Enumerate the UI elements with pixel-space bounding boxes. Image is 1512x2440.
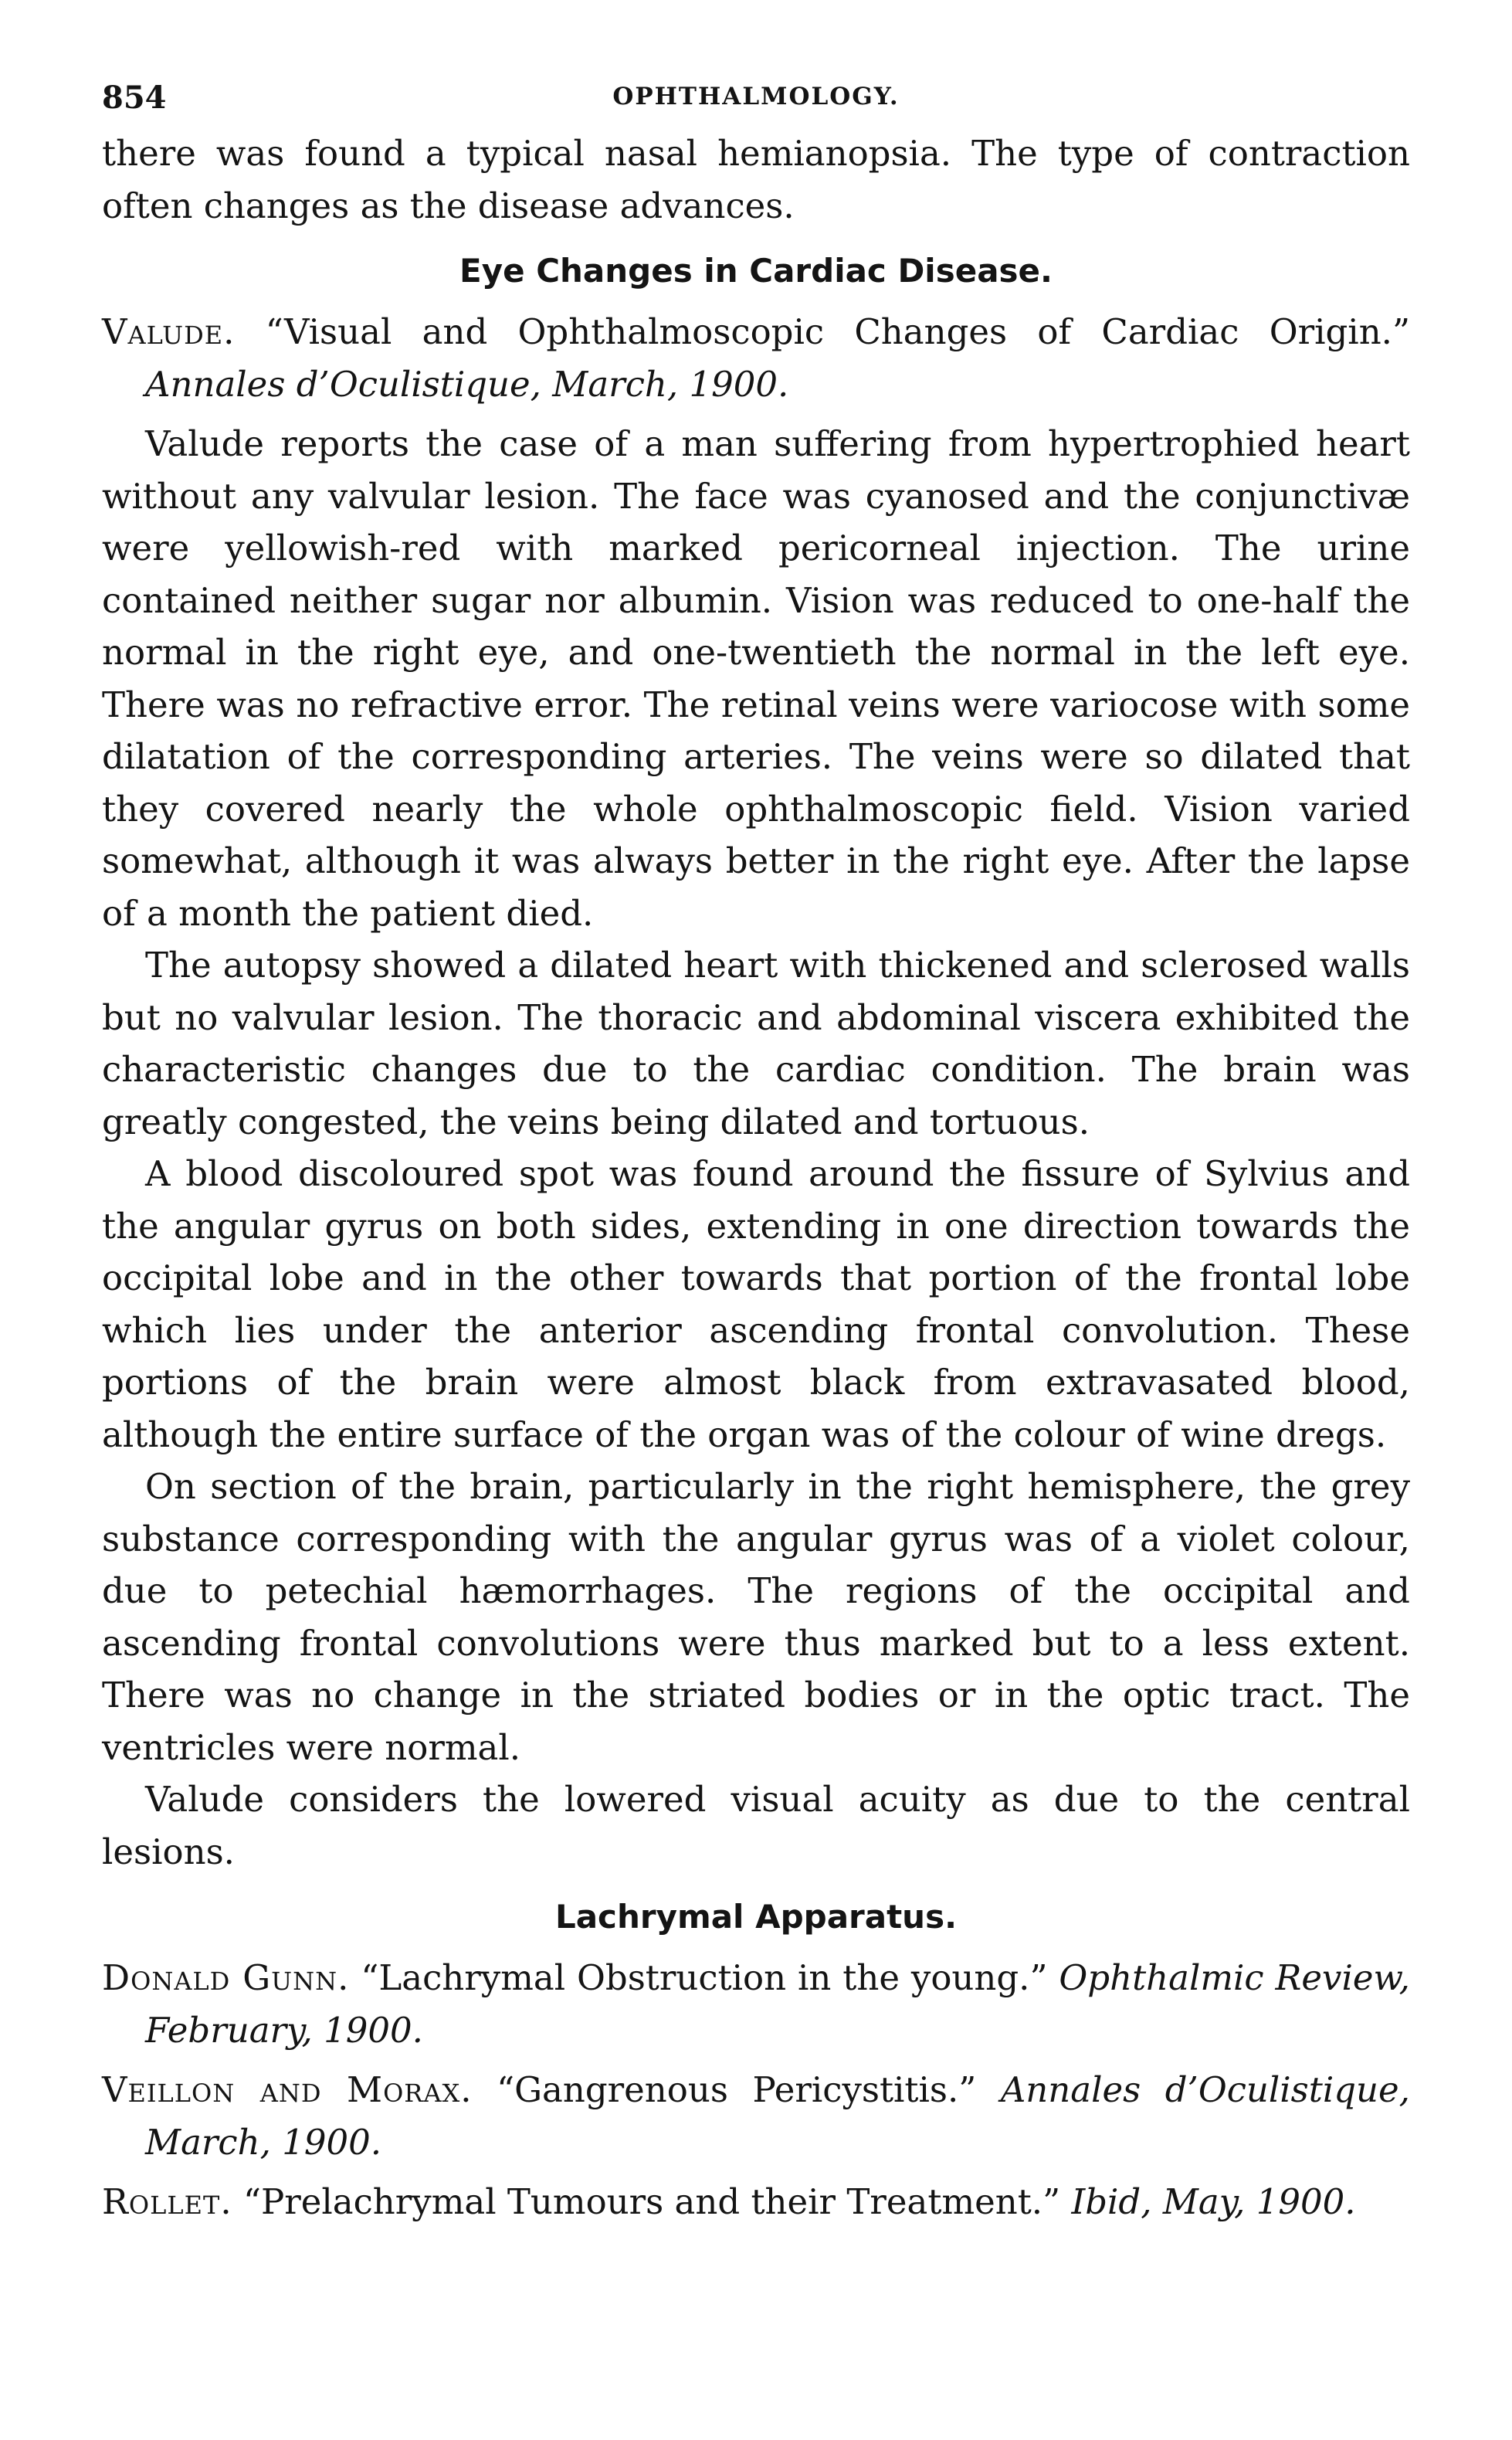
running-title: OPHTHALMOLOGY. <box>612 83 900 110</box>
citation-valude <box>102 306 1410 410</box>
section-heading-lachrymal: Lachrymal Apparatus. <box>554 1898 958 1936</box>
paragraph-blood-spot: A blood discoloured spot was found around the fissure of Sylvius and the angular gyrus on both sides, extending in one direction towards the occipital lobe and in the other towards that portion of the frontal lobe which lies under the anterior ascending frontal convolution. These portions of the brain were almost black from extravasated blood, although the entire surface of the organ was of the colour of wine dregs. <box>102 1153 1410 1455</box>
citation-author: Rollet. <box>102 2181 232 2222</box>
citation-author: Veillon and Morax. <box>102 2069 473 2110</box>
paragraph-conclusion: Valude considers the lowered visual acuity as due to the central lesions. <box>102 1779 1410 1872</box>
citation-veillon-morax <box>102 2064 1410 2168</box>
citation-author: Donald Gunn. <box>102 1957 350 1998</box>
section-heading-cardiac: Eye Changes in Cardiac Disease. <box>459 252 1053 290</box>
citation-title: “Prelachrymal Tumours and their Treatment.” <box>242 2181 1061 2222</box>
citation-title: “Visual and Ophthalmoscopic Changes of Cardiac Origin.” <box>265 311 1410 352</box>
body-text <box>102 127 1410 2228</box>
paragraph-valude-case: Valude reports the case of a man suffering from hypertrophied heart without any valvular lesion. The face was cyanosed and the conjunctivæ were yellowish-red with marked pericorneal injection. The urine contained neither sugar nor albumin. Vision was reduced to one-half the normal in the right eye, and one-twentieth the normal in the left eye. There was no refractive error. The retinal veins were variocose with some dilatation of the corresponding arteries. The veins were so dilated that they covered nearly the whole ophthalmoscopic field. Vision varied somewhat, although it was always better in the right eye. After the lapse of a month the patient died. <box>102 423 1410 934</box>
citation-author: Valude. <box>102 311 236 352</box>
citation-title: “Lachrymal Obstruction in the young.” <box>361 1957 1048 1998</box>
intro-paragraph: there was found a typical nasal hemianopsia. The type of contraction often changes as the disease advances. <box>102 133 1410 226</box>
citation-source: Annales d’Oculistique, March, 1900. <box>145 363 789 405</box>
paragraph-autopsy: The autopsy showed a dilated heart with thickened and sclerosed walls but no valvular lesion. The thoracic and abdominal viscera exhibited the characteristic changes due to the cardiac condition. The brain was greatly congested, the veins being dilated and tortuous. <box>102 945 1410 1142</box>
page-number: 854 <box>102 80 167 116</box>
citation-source: Ophthalmic Review, February, 1900. <box>145 1957 1410 2051</box>
citation-source: Ibid, May, 1900. <box>1071 2181 1356 2222</box>
citation-rollet <box>102 2176 1410 2228</box>
running-head <box>102 73 1410 127</box>
citation-source: Annales d’Oculistique, March, 1900. <box>145 2069 1410 2163</box>
citation-gunn <box>102 1952 1410 2056</box>
paragraph-brain-section: On section of the brain, particularly in the right hemisphere, the grey substance corresponding with the angular gyrus was of a violet colour, due to petechial hæmorrhages. The regions of the occipital and ascending frontal convolutions were thus marked but to a less extent. There was no change in the striated bodies or in the optic tract. The ventricles were normal. <box>102 1466 1410 1768</box>
citation-title: “Gangrenous Pericystitis.” <box>497 2069 977 2110</box>
